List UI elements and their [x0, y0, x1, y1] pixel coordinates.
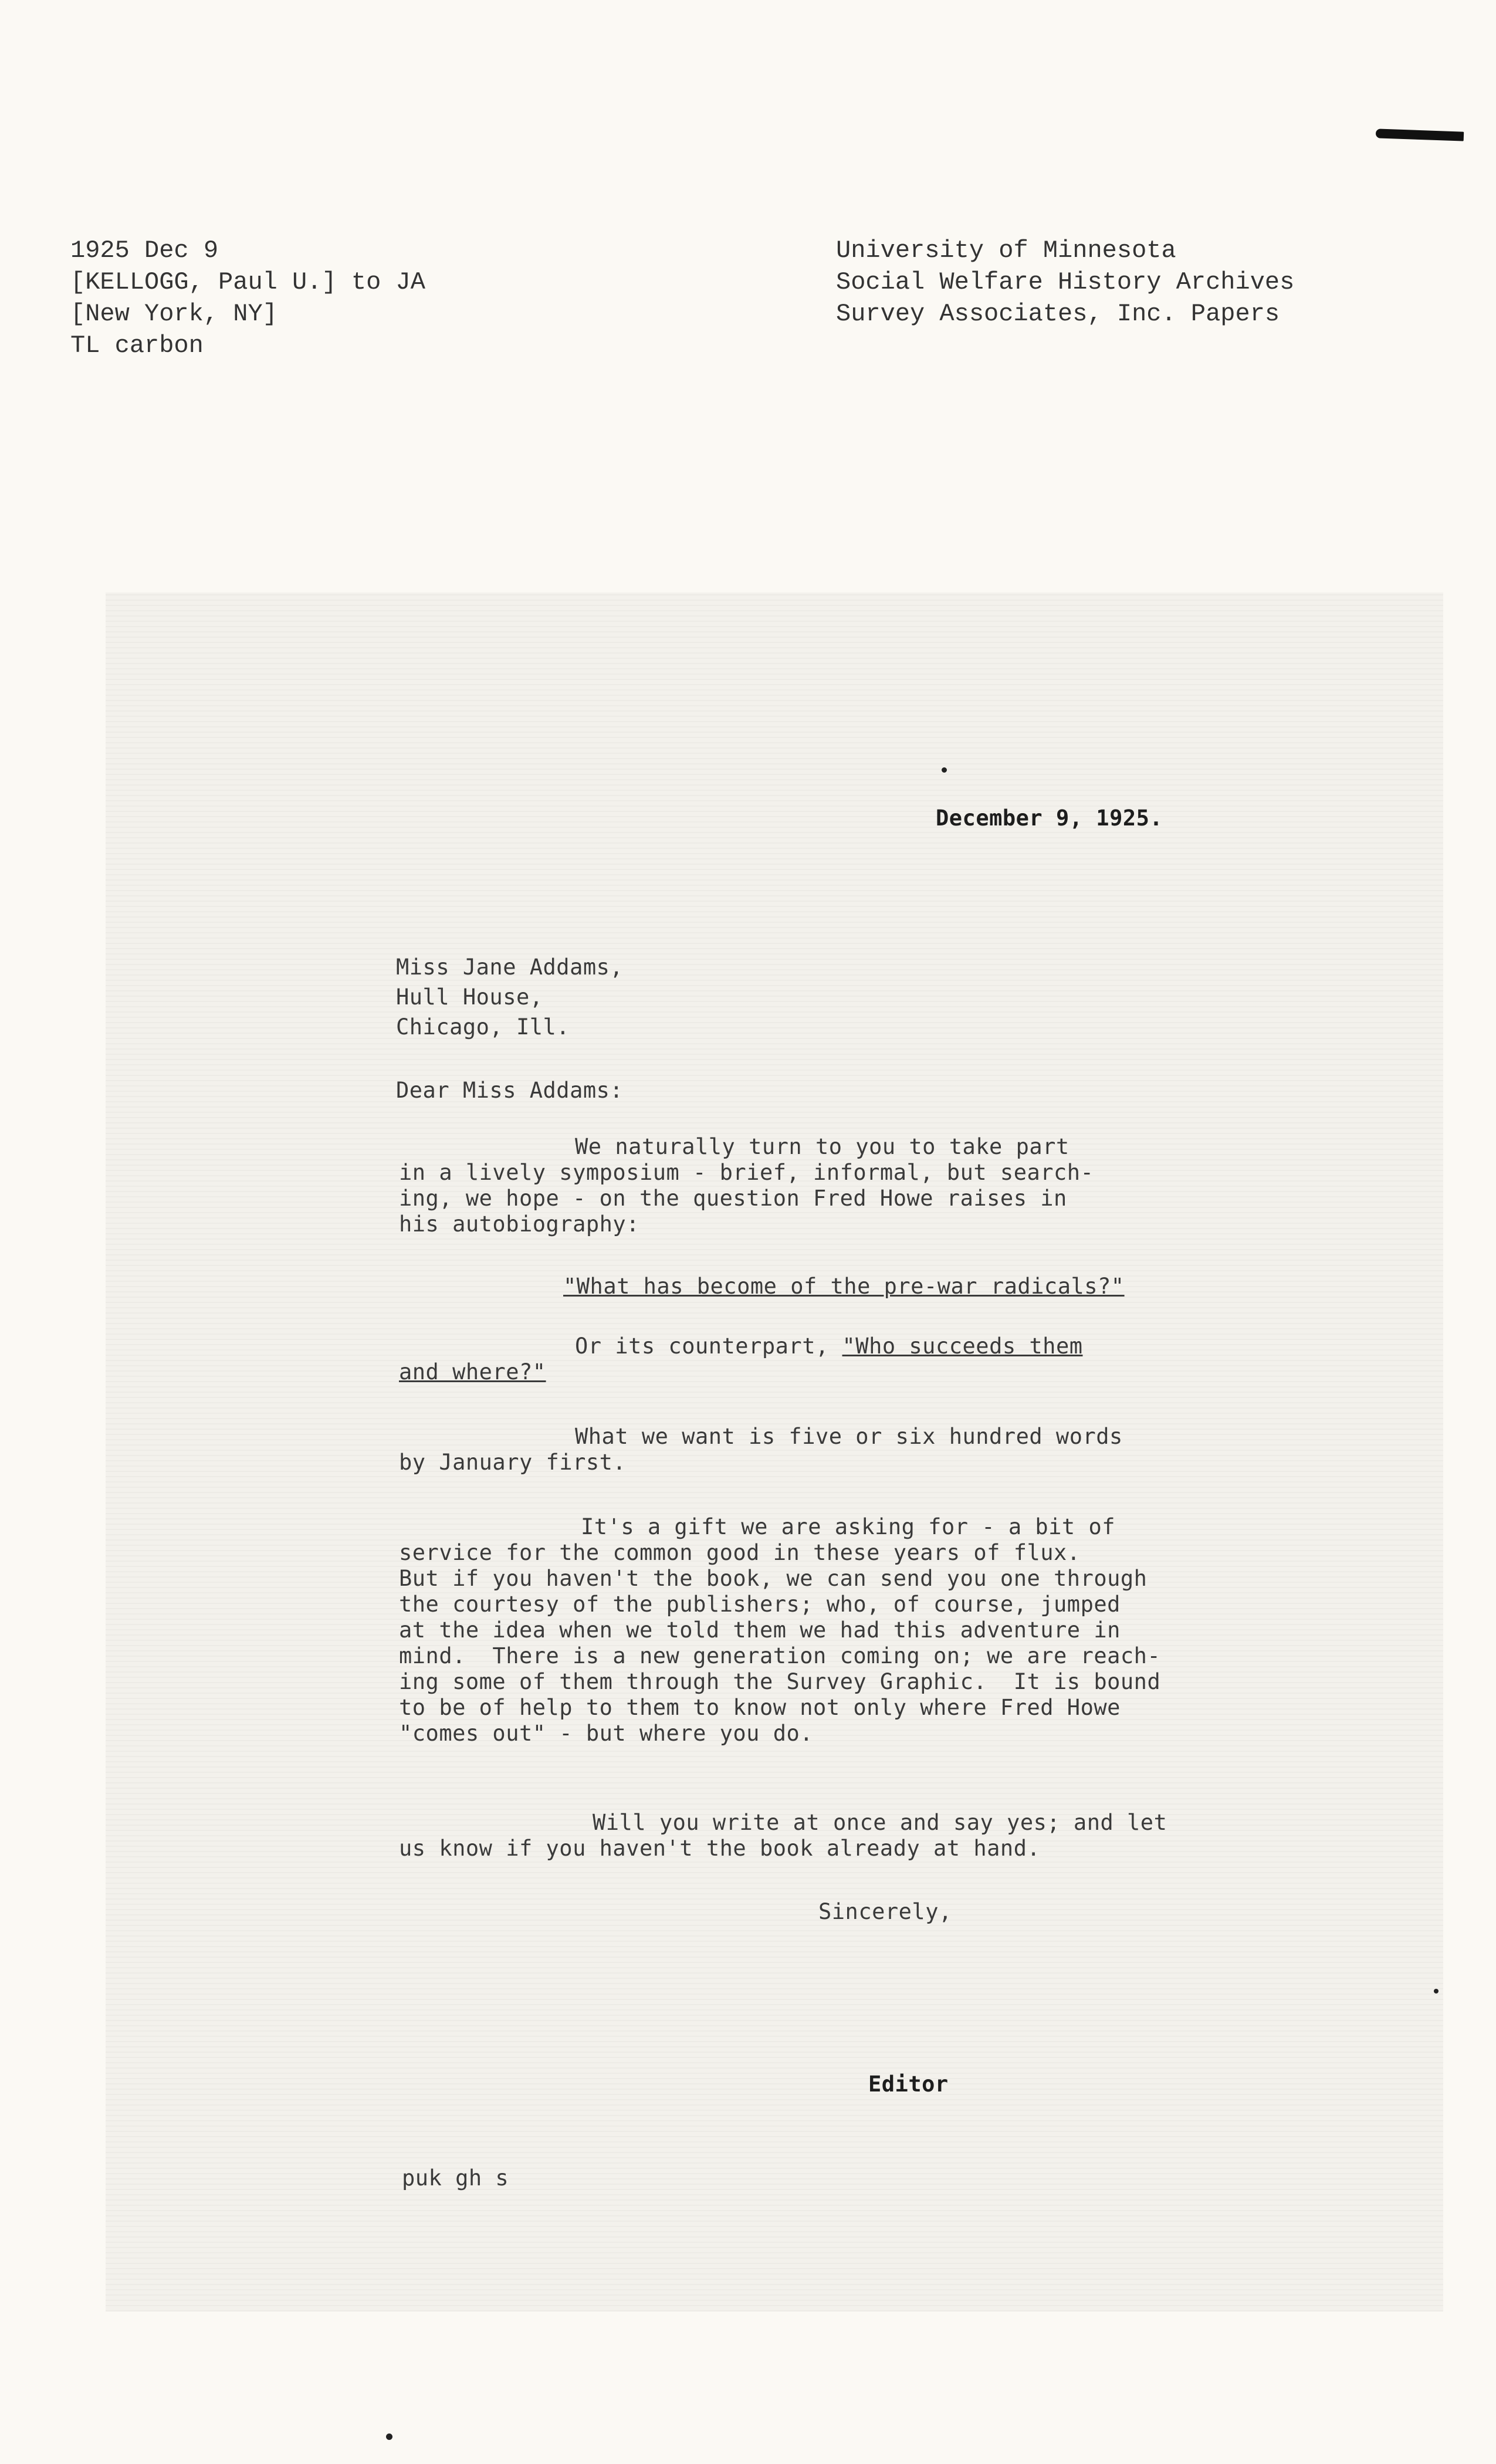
ink-speck — [1434, 1989, 1439, 1993]
address-street: Hull House, — [396, 984, 543, 1010]
quoted-question: "What has become of the pre-war radicals?" — [563, 1274, 1125, 1299]
archive-citation — [70, 235, 425, 361]
paragraph-4-line-7: ing some of them through the Survey Graphic. It is bound — [399, 1669, 1161, 1694]
paragraph-4-line-2: service for the common good in these years of flux. — [399, 1540, 1081, 1565]
ink-mark — [1376, 128, 1464, 141]
source-institution: University of Minnesota — [836, 236, 1176, 265]
paragraph-2-underlined: "Who succeeds them — [842, 1333, 1083, 1359]
letter-date: December 9, 1925. — [936, 805, 1163, 831]
salutation: Dear Miss Addams: — [396, 1078, 624, 1103]
closing: Sincerely, — [818, 1899, 952, 1924]
address-name: Miss Jane Addams, — [396, 955, 624, 980]
paragraph-1-line-2: in a lively symposium - brief, informal, but search- — [399, 1160, 1094, 1185]
paragraph-1-line-4: his autobiography: — [399, 1211, 639, 1237]
paragraph-5-line-2: us know if you haven't the book already at hand. — [399, 1836, 1041, 1861]
paragraph-3-line-2: by January first. — [399, 1450, 627, 1475]
citation-correspondents: [KELLOGG, Paul U.] to JA — [70, 268, 425, 296]
archive-source — [836, 235, 1294, 330]
typist-initials: puk gh s — [402, 2165, 509, 2191]
address-city: Chicago, Ill. — [396, 1014, 570, 1040]
paragraph-4-line-5: at the idea when we told them we had this adventure in — [399, 1617, 1121, 1643]
paragraph-4-line-1: It's a gift we are asking for - a bit of — [581, 1514, 1116, 1539]
paragraph-4-line-6: mind. There is a new generation coming on; we are reach- — [399, 1643, 1161, 1668]
carbon-letter — [106, 593, 1443, 2311]
paragraph-4-line-3: But if you haven't the book, we can send you one through — [399, 1566, 1148, 1591]
citation-date: 1925 Dec 9 — [70, 236, 219, 265]
paragraph-4-line-4: the courtesy of the publishers; who, of course, jumped — [399, 1592, 1121, 1617]
paragraph-5-line-1: Will you write at once and say yes; and let — [593, 1810, 1167, 1835]
ink-speck — [942, 767, 947, 773]
citation-type: TL carbon — [70, 331, 204, 360]
signature-title: Editor — [868, 2072, 949, 2097]
source-collection: Survey Associates, Inc. Papers — [836, 300, 1280, 328]
paragraph-2-prefix: Or its counterpart, — [575, 1333, 842, 1359]
paragraph-4-line-9: "comes out" - but where you do. — [399, 1721, 814, 1746]
source-archive: Social Welfare History Archives — [836, 268, 1295, 296]
paragraph-2-line-2: and where?" — [399, 1359, 546, 1385]
paragraph-3-line-1: What we want is five or six hundred words — [575, 1424, 1123, 1449]
paragraph-4-line-8: to be of help to them to know not only where Fred Howe — [399, 1695, 1121, 1720]
paragraph-1-line-1: We naturally turn to you to take part — [575, 1134, 1069, 1159]
paragraph-2-line-1 — [575, 1333, 1083, 1359]
citation-place: [New York, NY] — [70, 300, 277, 328]
paragraph-1-line-3: ing, we hope - on the question Fred Howe raises in — [399, 1186, 1067, 1211]
ink-speck — [386, 2433, 392, 2440]
